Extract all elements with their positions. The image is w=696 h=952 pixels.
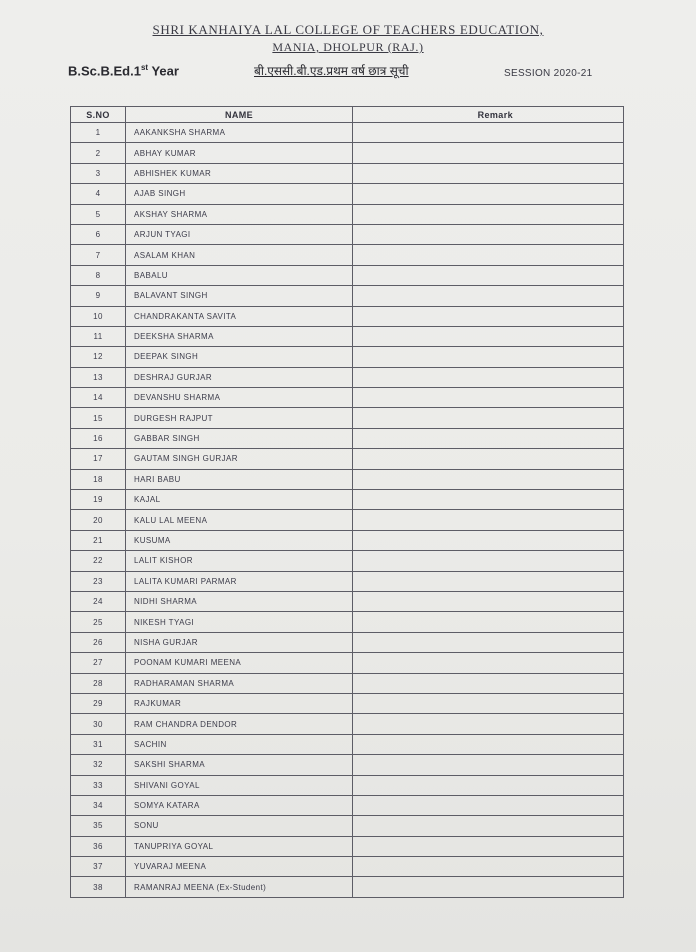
row-name: BABALU (126, 265, 353, 285)
row-remark (353, 224, 624, 244)
row-sno: 12 (71, 347, 126, 367)
row-name: GABBAR SINGH (126, 428, 353, 448)
row-sno: 38 (71, 877, 126, 897)
course-main: B.Sc.B.Ed.1 (68, 63, 141, 79)
row-sno: 13 (71, 367, 126, 387)
row-remark (353, 693, 624, 713)
row-name: KALU LAL MEENA (126, 510, 353, 530)
table-row (71, 265, 624, 285)
row-name: RADHARAMAN SHARMA (126, 673, 353, 693)
session-label: SESSION 2020-21 (504, 68, 593, 79)
row-sno: 27 (71, 653, 126, 673)
row-sno: 18 (71, 469, 126, 489)
row-name: AJAB SINGH (126, 184, 353, 204)
row-remark (353, 347, 624, 367)
row-sno: 25 (71, 612, 126, 632)
row-sno: 26 (71, 632, 126, 652)
row-remark (353, 184, 624, 204)
table-row (71, 449, 624, 469)
table-row (71, 816, 624, 836)
row-remark (353, 857, 624, 877)
row-remark (353, 123, 624, 143)
row-name: RAMANRAJ MEENA (Ex-Student) (126, 877, 353, 897)
row-sno: 30 (71, 714, 126, 734)
row-name: NISHA GURJAR (126, 632, 353, 652)
row-sno: 8 (71, 265, 126, 285)
hindi-title: बी.एससी.बी.एड.प्रथम वर्ष छात्र सूची (254, 64, 409, 78)
row-sno: 4 (71, 184, 126, 204)
table-row (71, 734, 624, 754)
college-address-text: MANIA, DHOLPUR (RAJ.) (272, 40, 424, 54)
row-remark (353, 551, 624, 571)
row-remark (353, 490, 624, 510)
row-remark (353, 265, 624, 285)
row-remark (353, 469, 624, 489)
row-name: DEEPAK SINGH (126, 347, 353, 367)
table-row (71, 326, 624, 346)
row-name: POONAM KUMARI MEENA (126, 653, 353, 673)
college-address (0, 40, 696, 55)
row-remark (353, 571, 624, 591)
row-remark (353, 245, 624, 265)
table-row (71, 755, 624, 775)
row-name: ABHAY KUMAR (126, 143, 353, 163)
row-remark (353, 428, 624, 448)
row-sno: 20 (71, 510, 126, 530)
row-remark (353, 877, 624, 897)
row-remark (353, 326, 624, 346)
row-sno: 16 (71, 428, 126, 448)
student-roster-table (70, 106, 624, 898)
row-sno: 33 (71, 775, 126, 795)
table-row (71, 530, 624, 550)
row-sno: 5 (71, 204, 126, 224)
row-remark (353, 795, 624, 815)
table-row (71, 224, 624, 244)
row-name: RAM CHANDRA DENDOR (126, 714, 353, 734)
row-remark (353, 591, 624, 611)
column-header-name: NAME (126, 107, 353, 123)
row-name: SOMYA KATARA (126, 795, 353, 815)
row-name: DEEKSHA SHARMA (126, 326, 353, 346)
row-name: CHANDRAKANTA SAVITA (126, 306, 353, 326)
row-sno: 15 (71, 408, 126, 428)
row-name: NIKESH TYAGI (126, 612, 353, 632)
college-name (0, 22, 696, 38)
table-row (71, 632, 624, 652)
row-remark (353, 775, 624, 795)
table-header-row (71, 107, 624, 123)
table-row (71, 857, 624, 877)
row-sno: 10 (71, 306, 126, 326)
row-sno: 24 (71, 591, 126, 611)
row-remark (353, 449, 624, 469)
row-sno: 14 (71, 388, 126, 408)
row-remark (353, 530, 624, 550)
table-row (71, 286, 624, 306)
table-row (71, 612, 624, 632)
row-name: AAKANKSHA SHARMA (126, 123, 353, 143)
row-name: SHIVANI GOYAL (126, 775, 353, 795)
row-remark (353, 408, 624, 428)
table-row (71, 795, 624, 815)
row-name: LALITA KUMARI PARMAR (126, 571, 353, 591)
row-name: GAUTAM SINGH GURJAR (126, 449, 353, 469)
table-row (71, 571, 624, 591)
table-row (71, 143, 624, 163)
table-row (71, 836, 624, 856)
row-remark (353, 755, 624, 775)
row-sno: 34 (71, 795, 126, 815)
row-remark (353, 306, 624, 326)
row-remark (353, 714, 624, 734)
table-row (71, 673, 624, 693)
row-sno: 2 (71, 143, 126, 163)
row-remark (353, 673, 624, 693)
table-row (71, 714, 624, 734)
row-sno: 35 (71, 816, 126, 836)
row-name: ARJUN TYAGI (126, 224, 353, 244)
row-sno: 21 (71, 530, 126, 550)
column-header-remark: Remark (353, 107, 624, 123)
row-name: YUVARAJ MEENA (126, 857, 353, 877)
row-sno: 31 (71, 734, 126, 754)
table-row (71, 693, 624, 713)
roster-body (71, 123, 624, 898)
table-row (71, 877, 624, 897)
table-row (71, 347, 624, 367)
college-name-text: SHRI KANHAIYA LAL COLLEGE OF TEACHERS EDUCATION, (152, 22, 544, 37)
course-tail: Year (148, 63, 179, 79)
table-row (71, 204, 624, 224)
row-sno: 17 (71, 449, 126, 469)
row-remark (353, 204, 624, 224)
table-row (71, 408, 624, 428)
table-row (71, 490, 624, 510)
row-name: ASALAM KHAN (126, 245, 353, 265)
row-remark (353, 143, 624, 163)
row-remark (353, 816, 624, 836)
row-name: ABHISHEK KUMAR (126, 163, 353, 183)
table-row (71, 469, 624, 489)
row-remark (353, 510, 624, 530)
row-remark (353, 286, 624, 306)
row-sno: 6 (71, 224, 126, 244)
row-sno: 28 (71, 673, 126, 693)
table-row (71, 163, 624, 183)
row-name: BALAVANT SINGH (126, 286, 353, 306)
table-row (71, 184, 624, 204)
row-name: DEVANSHU SHARMA (126, 388, 353, 408)
row-name: DURGESH RAJPUT (126, 408, 353, 428)
row-name: SACHIN (126, 734, 353, 754)
row-name: SONU (126, 816, 353, 836)
row-name: SAKSHI SHARMA (126, 755, 353, 775)
row-remark (353, 653, 624, 673)
row-sno: 36 (71, 836, 126, 856)
table-row (71, 306, 624, 326)
table-row (71, 591, 624, 611)
row-remark (353, 734, 624, 754)
row-name: KUSUMA (126, 530, 353, 550)
row-remark (353, 367, 624, 387)
table-row (71, 123, 624, 143)
table-row (71, 428, 624, 448)
row-remark (353, 388, 624, 408)
table-row (71, 775, 624, 795)
row-sno: 23 (71, 571, 126, 591)
row-sno: 3 (71, 163, 126, 183)
table-row (71, 245, 624, 265)
table-row (71, 388, 624, 408)
column-header-sno: S.NO (71, 107, 126, 123)
row-sno: 9 (71, 286, 126, 306)
table-row (71, 510, 624, 530)
row-name: NIDHI SHARMA (126, 591, 353, 611)
row-name: RAJKUMAR (126, 693, 353, 713)
table-row (71, 367, 624, 387)
table-row (71, 551, 624, 571)
row-name: DESHRAJ GURJAR (126, 367, 353, 387)
row-name: AKSHAY SHARMA (126, 204, 353, 224)
row-sno: 22 (71, 551, 126, 571)
row-sno: 32 (71, 755, 126, 775)
row-name: HARI BABU (126, 469, 353, 489)
row-sno: 29 (71, 693, 126, 713)
course-title (68, 63, 179, 78)
row-remark (353, 612, 624, 632)
row-name: KAJAL (126, 490, 353, 510)
row-sno: 19 (71, 490, 126, 510)
row-sno: 1 (71, 123, 126, 143)
row-name: LALIT KISHOR (126, 551, 353, 571)
row-sno: 11 (71, 326, 126, 346)
row-remark (353, 163, 624, 183)
row-sno: 7 (71, 245, 126, 265)
row-name: TANUPRIYA GOYAL (126, 836, 353, 856)
row-sno: 37 (71, 857, 126, 877)
row-remark (353, 632, 624, 652)
table-row (71, 653, 624, 673)
row-remark (353, 836, 624, 856)
course-sup: st (140, 63, 149, 72)
